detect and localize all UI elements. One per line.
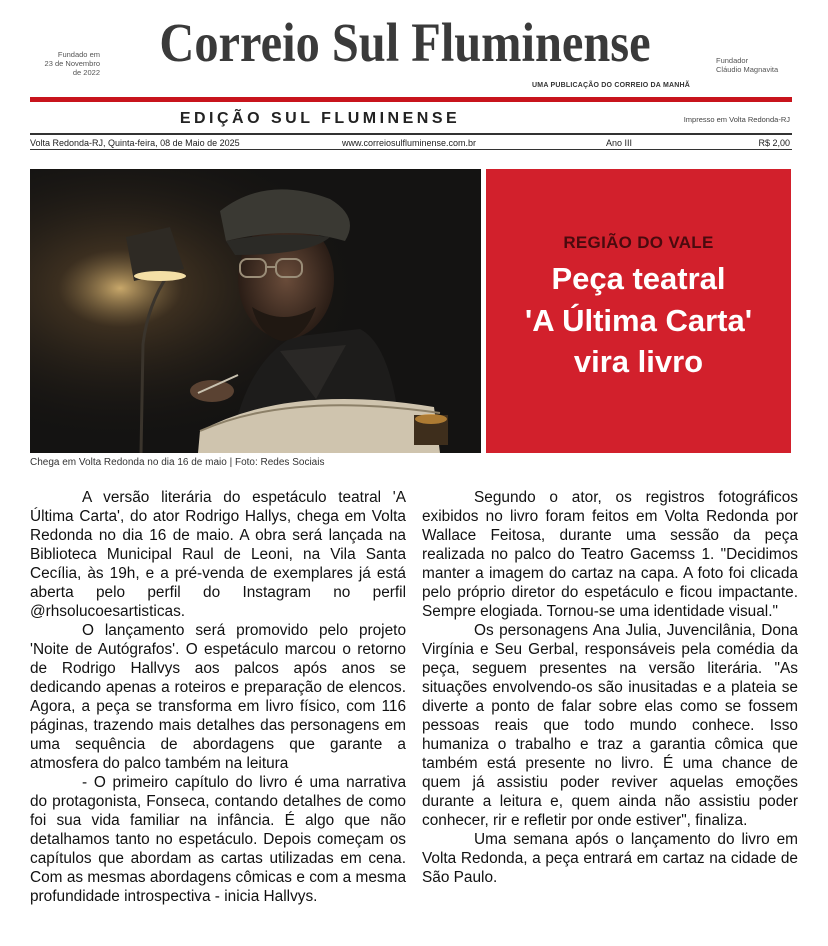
headline-line-1: Peça teatral [551,261,726,296]
paragraph: Uma semana após o lançamento do livro em Volta Redonda, a peça entrará em cartaz na cidade de São Paulo. [422,831,798,886]
price-label: R$ 2,00 [758,138,790,148]
paragraph: A versão literária do espetáculo teatral 'A Última Carta', do ator Rodrigo Hallys, chega em Volta Redonda no dia 16 de maio. A obra será lançada na Biblioteca Municipal Raul de Leoni, na Vila Santa Cecília, às 19h, e a pré-venda de exemplares já está aberta pelo perfil do Instagram no perfil @rhsolucoesartisticas. [30,489,406,620]
photo-illustration [30,169,481,453]
headline-line-2: 'A Última Carta' [524,303,753,338]
founded-note: Fundado em 23 de Novembro de 2022 [44,50,100,77]
dateline: Volta Redonda-RJ, Quinta-feira, 08 de Maio de 2025 [30,138,240,148]
feature-photo [30,169,481,453]
masthead-rule [30,97,792,102]
paragraph: - O primeiro capítulo do livro é uma narrativa do protagonista, Fonseca, contando detalhes de como foi sua vida familiar na infância. É algo que não detalhamos tanto no espetáculo. Depois começam os capítulos que abordam as cartas utilizadas em cena. Com as mesmas abordagens cômicas e com a mesma profundidade introspectiva - inicia Hallvys. [30,774,406,905]
article-column-2 [422,488,798,887]
paragraph: O lançamento será promovido pelo projeto 'Noite de Autógrafos'. O espetáculo marcou o retorno de Rodrigo Hallvys aos palcos após anos se dedicando apenas a roteiros e preparação de elencos. Agora, a peça se transforma em livro físico, com 116 páginas, trazendo mais detalhes das personagens em uma sequência de abordagens que garante a atmosfera do palco também na leitura [30,622,406,772]
paragraph: Os personagens Ana Julia, Juvencilânia, Dona Virgínia e Seu Gerbal, responsáveis pela comédia da peça, seguem presentes na versão literária. "As situações envolvendo-os são inusitadas e a plateia se diverte a ponto de falar sobre elas como se fossem pessoas reais que todo mundo conhece. Isso humaniza o trabalho e traz a garantia cômica que também está presente no livro. É uma chance de quem já assistiu poder reviver aquelas emoções durante a leitura e, quem ainda não assistiu poder conhecer, rir e refletir por onde estiver", finaliza. [422,622,798,829]
paragraph: Segundo o ator, os registros fotográficos exibidos no livro foram feitos em Volta Redonda por Wallace Feitosa, durante uma sessão da peça realizada no palco do Teatro Gacemss 1. "Decidimos manter a imagem do cartaz na capa. A foto foi clicada pelo próprio diretor do espetáculo e ficou impactante. Sempre elogiada. Tornou-se uma identidade visual." [422,489,798,620]
website-link[interactable]: www.correiosulfluminense.com.br [342,138,477,148]
edition-title: EDIÇÃO SUL FLUMINENSE [179,110,461,127]
year-label: Ano III [606,138,633,148]
photo-caption: Chega em Volta Redonda no dia 16 de maio | Foto: Redes Sociais [30,457,325,468]
publication-tagline: UMA PUBLICAÇÃO DO CORREIO DA MANHÃ [532,82,690,89]
founder-note: Fundador Cláudio Magnavita [716,56,779,74]
newspaper-title: Correio Sul Fluminense [159,12,651,73]
printed-note: Impresso em Volta Redonda-RJ [683,115,790,124]
headline-line-3: vira livro [573,344,704,379]
section-label: REGIÃO DO VALE [563,233,714,252]
article-column-1 [30,488,406,906]
bottom-rule [30,149,792,150]
top-rule [30,133,792,135]
